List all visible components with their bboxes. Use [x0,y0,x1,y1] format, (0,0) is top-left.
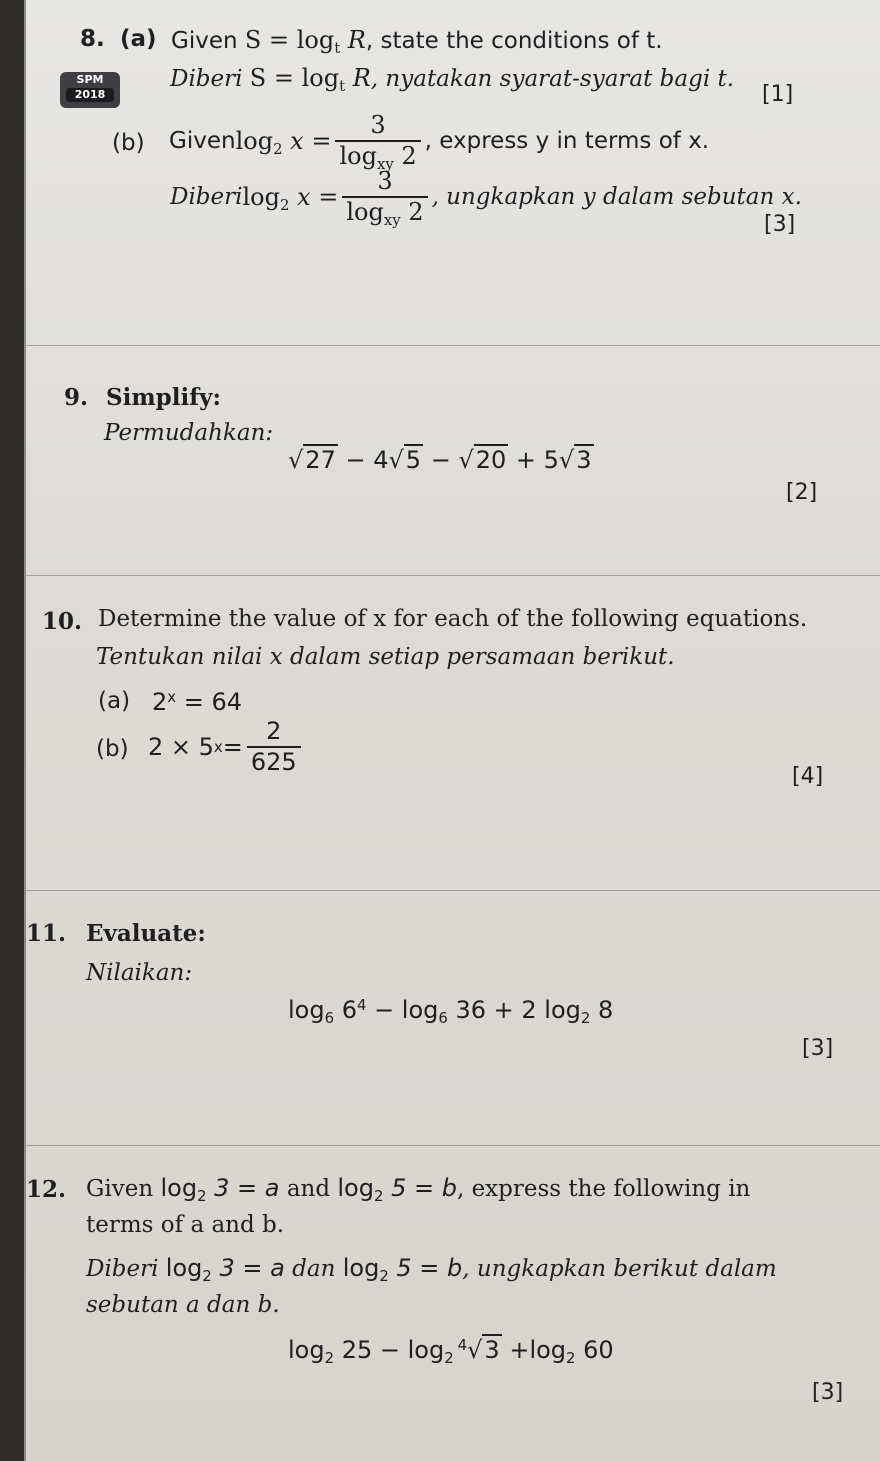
q9-malay: Permudahkan: [104,420,274,446]
q8a-malay: Diberi $S = \log_t R$, nyatakan syarat-syarat bagi t. [170,64,735,96]
q8b-label: (b) [112,130,145,156]
q10a-label: (a) [98,688,131,714]
q8a-english [171,26,663,58]
q10b-label: (b) [96,736,129,762]
q8a-en-prefix: Given [171,28,245,54]
q12-number: 12. [26,1176,67,1203]
q11-english: Evaluate: [86,920,206,947]
q9-english: Simplify: [106,384,221,411]
q8a-en-suffix: , state the conditions of t. [365,28,663,54]
divider [26,890,880,891]
q12-marks: [3] [812,1380,844,1405]
badge-exam: SPM [76,73,104,86]
q12-english-line1: Given $\log_2 3 = a$ and $\log_2 5 = b$, express the following in [86,1174,751,1206]
q8b-expression: $\log_2 x$ = [235,127,332,159]
q12-given-a: $\log_2 3 = a$ [160,1174,280,1206]
q10-english: Determine the value of x for each of the following equations. [98,606,808,632]
q8b-malay: Diberi $\log_2 x$ = $\frac{3}{\log_{xy} 2}$ , ungkapkan y dalam sebutan x. [170,167,802,229]
q12-malay-line2: sebutan a dan b. [86,1292,280,1318]
q8a-expression: $S = \log_t R$ [244,26,366,58]
badge-year: 2018 [66,88,114,102]
divider [26,1145,880,1146]
q8a-label: (a) [120,26,157,52]
q11-number: 11. [26,920,67,947]
worksheet-page [24,0,880,1461]
divider [26,575,880,576]
q10-marks: [4] [792,764,824,789]
q9-marks: [2] [786,480,818,505]
q11-expression: $\log_6 6^4 - \log_6 36 + 2$ $\log_2 8$ [288,995,614,1028]
q12-malay-line1: Diberi $\log_2 3 = a$ dan $\log_2 5 = b$, ungkapkan berikut dalam [86,1254,777,1286]
q11-malay: Nilaikan: [86,960,193,986]
q8b-fraction: $\frac{3}{\log_{xy} 2}$ [335,112,420,170]
q10-number: 10. [42,608,83,635]
q8a-marks: [1] [762,82,794,107]
q12-english-line2: terms of a and b. [86,1212,285,1238]
q12-expression: $\log_2 25 - \log_2^4√3 +\log_2$ 60 [288,1335,614,1368]
divider [26,345,880,346]
spm-2018-badge [60,72,120,108]
q10b-equation: 2 × 5 x = $\frac{2}{625}$ [148,718,305,776]
q8b-english: Given $\log_2 x$ = $\frac{3}{\log_{xy} 2}$ , express y in terms of x. [169,111,710,173]
q8b-marks: [3] [764,212,796,237]
q8-number: 8. [80,26,105,52]
q11-marks: [3] [802,1036,834,1061]
q9-number: 9. [64,384,89,411]
q12-given-b: $\log_2 5 = b$ [337,1174,457,1206]
q10a-equation: $2^x = 64$ [152,687,242,716]
q10-malay: Tentukan nilai x dalam setiap persamaan berikut. [96,644,675,670]
q9-expression: √27 − 4√5 − √20 + 5√3 [288,446,592,474]
